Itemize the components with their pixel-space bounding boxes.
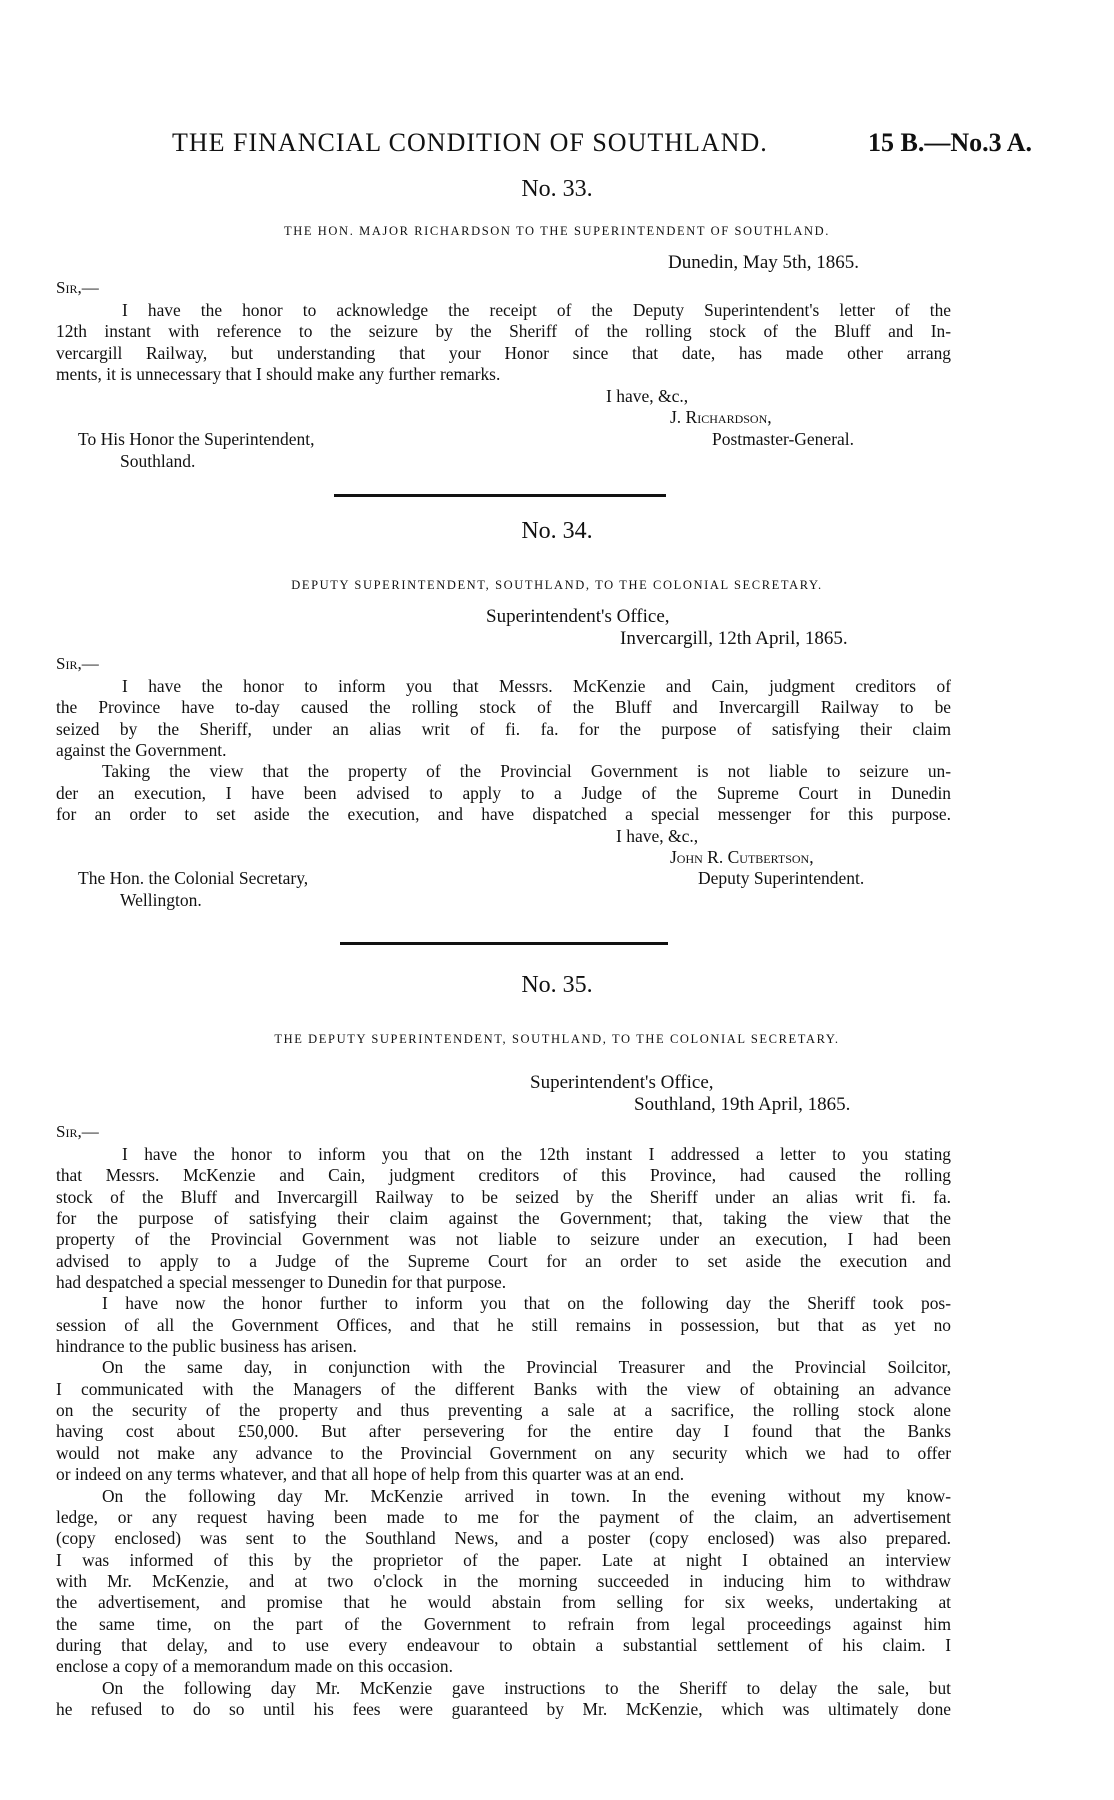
- body-line: property of the Provincial Government was not liable to seizure under an execution, I had been: [56, 1229, 951, 1250]
- letter-34-heading: DEPUTY SUPERINTENDENT, SOUTHLAND, TO THE COLONIAL SECRETARY.: [291, 578, 823, 592]
- letter-33-heading: THE HON. MAJOR RICHARDSON TO THE SUPERINTENDENT OF SOUTHLAND.: [283, 224, 830, 238]
- body-line: having cost about £50,000. But after persevering for the entire day I found that the Banks: [56, 1421, 951, 1442]
- body-line: that Messrs. McKenzie and Cain, judgment creditors of this Province, had caused the rolling: [56, 1165, 951, 1186]
- body-line: advised to apply to a Judge of the Supreme Court for an order to set aside the execution and: [56, 1250, 951, 1271]
- body-line: or indeed on any terms whatever, and that all hope of help from this quarter was at an end.: [56, 1464, 685, 1485]
- body-line: with Mr. McKenzie, and at two o'clock in the morning succeeded in inducing him to withdraw: [56, 1570, 951, 1591]
- running-head: [172, 128, 1032, 162]
- body-line: for the purpose of satisfying their claim against the Government; that, taking the view that the: [56, 1208, 951, 1229]
- body-line: On the following day Mr. McKenzie arrived in town. In the evening without my know-: [102, 1485, 951, 1506]
- letter-33-place: Dunedin, May 5th, 1865.: [668, 252, 860, 273]
- letter-34-place-line-1: Superintendent's Office,: [486, 606, 670, 627]
- body-line: vercargill Railway, but understanding that your Honor since that date, has made other arrang: [56, 342, 951, 363]
- body-line: would not make any advance to the Provincial Government on any security which we had to offer: [56, 1442, 951, 1463]
- letter-34-number: No. 34.: [521, 518, 593, 544]
- body-line: on the security of the property and thus preventing a sale at a sacrifice, the rolling stock alone: [56, 1400, 951, 1421]
- letter-33-salutation: Sir,—: [56, 278, 99, 297]
- body-line: der an execution, I have been advised to apply to a Judge of the Supreme Court in Dunedin: [56, 782, 951, 803]
- body-line: 12th instant with reference to the seizure by the Sheriff of the rolling stock of the Bluff and In-: [56, 321, 951, 342]
- letter-35-heading: THE DEPUTY SUPERINTENDENT, SOUTHLAND, TO THE COLONIAL SECRETARY.: [274, 1032, 840, 1046]
- letter-33-closing: I have, &c.,: [606, 386, 689, 406]
- letter-33-signature-title: Postmaster-General.: [712, 429, 855, 449]
- body-line: enclose a copy of a memorandum made on this occasion.: [56, 1656, 453, 1677]
- letter-35-salutation: Sir,—: [56, 1122, 99, 1141]
- section-divider: [334, 494, 666, 497]
- body-line: for an order to set aside the execution, and have dispatched a special messenger for this purpose.: [56, 804, 951, 825]
- body-line: he refused to do so until his fees were guaranteed by Mr. McKenzie, which was ultimately done: [56, 1698, 951, 1719]
- letter-35-place-line-1: Superintendent's Office,: [530, 1072, 714, 1093]
- body-line: seized by the Sheriff, under an alias writ of fi. fa. for the purpose of satisfying their claim: [56, 718, 951, 739]
- letter-33-addressee-line-1: To His Honor the Superintendent,: [78, 429, 315, 449]
- body-line: stock of the Bluff and Invercargill Railway to be seized by the Sheriff under an alias writ fi. fa.: [56, 1186, 951, 1207]
- letter-34-addressee-line-1: The Hon. the Colonial Secretary,: [78, 868, 309, 888]
- letter-35-number: No. 35.: [521, 972, 593, 998]
- body-line: ments, it is unnecessary that I should make any further remarks.: [56, 364, 501, 385]
- body-line: the advertisement, and promise that he would abstain from selling for six weeks, undertaking at: [56, 1592, 951, 1613]
- body-line: I have the honor to inform you that Messrs. McKenzie and Cain, judgment creditors of: [122, 676, 951, 696]
- body-line: I communicated with the Managers of the different Banks with the view of obtaining an advance: [56, 1378, 951, 1399]
- letter-33-signature-name: J. Richardson,: [670, 407, 772, 427]
- body-line: the same time, on the part of the Government to refrain from legal proceedings against him: [56, 1613, 951, 1634]
- letter-33-number: No. 33.: [521, 176, 593, 202]
- page-number: 15 B.—No.3 A.: [868, 128, 1032, 157]
- body-line: I have the honor to inform you that on the 12th instant I addressed a letter to you stating: [122, 1144, 951, 1164]
- body-line: session of all the Government Offices, and that he still remains in possession, but that as yet no: [56, 1314, 951, 1335]
- letter-34-addressee-line-2: Wellington.: [120, 890, 202, 910]
- letter-35-body: [56, 1144, 951, 1720]
- letter-34-place-line-2: Invercargill, 12th April, 1865.: [620, 628, 848, 649]
- body-line: had despatched a special messenger to Dunedin for that purpose.: [56, 1272, 507, 1293]
- body-line: during that delay, and to use every endeavour to obtain a substantial settlement of his claim. I: [56, 1634, 951, 1655]
- letter-35-place-line-2: Southland, 19th April, 1865.: [634, 1094, 851, 1115]
- running-title: THE FINANCIAL CONDITION OF SOUTHLAND.: [172, 128, 768, 157]
- letter-33-body: [56, 300, 951, 385]
- section-divider: [340, 942, 668, 945]
- letter-34-signature-name: John R. Cutbertson,: [670, 847, 814, 867]
- letter-33-addressee-line-2: Southland.: [120, 451, 196, 471]
- letter-34-closing: I have, &c.,: [616, 826, 699, 846]
- body-line: I have now the honor further to inform you that on the following day the Sheriff took pos-: [102, 1293, 951, 1314]
- body-line: On the same day, in conjunction with the Provincial Treasurer and the Provincial Soilcitor,: [102, 1357, 951, 1378]
- letter-34-signature-title: Deputy Superintendent.: [698, 868, 865, 888]
- letter-34-body: [56, 676, 951, 825]
- body-line: I was informed of this by the proprietor of the paper. Late at night I obtained an interview: [56, 1549, 951, 1570]
- body-line: On the following day Mr. McKenzie gave instructions to the Sheriff to delay the sale, but: [102, 1677, 951, 1698]
- body-line: the Province have to-day caused the rolling stock of the Bluff and Invercargill Railway to be: [56, 697, 951, 718]
- body-line: I have the honor to acknowledge the receipt of the Deputy Superintendent's letter of the: [122, 300, 951, 320]
- body-line: hindrance to the public business has arisen.: [56, 1336, 357, 1357]
- body-line: ledge, or any request having been made to me for the payment of the claim, an advertisement: [56, 1506, 951, 1527]
- letter-34-salutation: Sir,—: [56, 654, 99, 673]
- body-line: against the Government.: [56, 740, 227, 761]
- body-line: Taking the view that the property of the Provincial Government is not liable to seizure un-: [102, 761, 951, 782]
- body-line: (copy enclosed) was sent to the Southland News, and a poster (copy enclosed) was also prepared.: [56, 1528, 951, 1549]
